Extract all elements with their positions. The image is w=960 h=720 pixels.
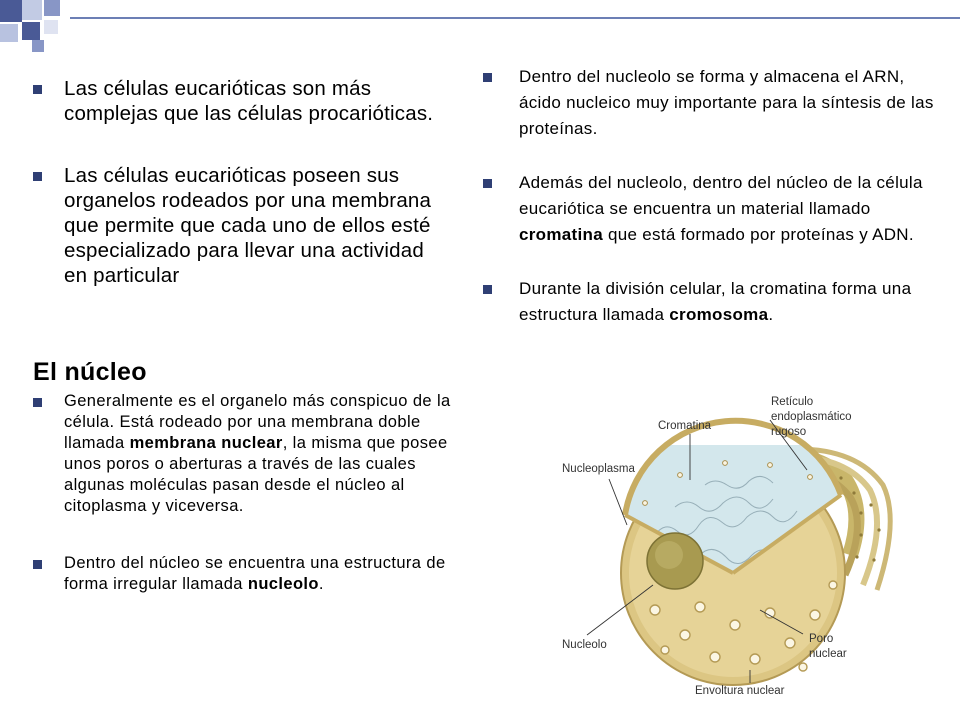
intro-bullet-list xyxy=(33,76,453,288)
bullet-square-icon xyxy=(483,73,492,82)
nucleolus-bullet-list xyxy=(483,64,943,328)
label-reticulo: endoplasmático xyxy=(771,411,852,423)
bullet-text: Dentro del nucleolo se forma y almacena el ARN, ácido nucleico muy importante para la síntesis de las proteínas. xyxy=(519,67,934,138)
label-reticulo: Retículo xyxy=(771,396,814,408)
bullet-text: que está formado por proteínas y ADN. xyxy=(602,225,914,244)
bullet-text: Durante la división celular, la cromatina forma una estructura llamada xyxy=(519,279,912,324)
label-nucleoplasma: Nucleoplasma xyxy=(562,463,635,475)
bullet-item xyxy=(483,170,943,248)
bullet-item xyxy=(33,553,463,595)
label-envoltura-nuclear: Envoltura nuclear xyxy=(695,685,785,697)
bullet-bold-term: membrana nuclear xyxy=(129,434,283,452)
label-nucleolo: Nucleolo xyxy=(562,639,607,651)
bullet-bold-term: cromatina xyxy=(519,225,603,244)
bullet-square-icon xyxy=(483,179,492,188)
decor-square xyxy=(32,40,44,52)
decor-rule xyxy=(70,17,960,19)
label-reticulo: rugoso xyxy=(771,426,807,438)
label-poro-nuclear: nuclear xyxy=(809,648,847,660)
bullet-item xyxy=(483,64,943,142)
bullet-text: Las células eucarióticas son más complejas que las células procarióticas. xyxy=(64,77,434,125)
bullet-square-icon xyxy=(33,560,42,569)
label-cromatina: Cromatina xyxy=(658,420,712,432)
bullet-bold-term: cromosoma xyxy=(669,305,769,324)
bullet-square-icon xyxy=(33,172,42,181)
bullet-text: . xyxy=(318,575,324,593)
decor-square xyxy=(44,0,60,16)
bullet-square-icon xyxy=(483,285,492,294)
bullet-text: , la misma que posee unos poros o aberturas a través de las cuales algunas moléculas pasan desde el núcleo al citoplasma y viceversa. xyxy=(64,434,448,515)
bullet-square-icon xyxy=(33,398,42,407)
bullet-text: Generalmente es el organelo más conspicuo de la célula. Está rodeado por una membrana doble llamada xyxy=(64,392,451,452)
decor-square xyxy=(44,20,58,34)
bullet-item xyxy=(33,163,453,288)
bullet-text: Dentro del núcleo se encuentra una estructura de forma irregular llamada xyxy=(64,554,446,593)
bullet-text: . xyxy=(768,305,774,324)
decor-square xyxy=(0,24,18,42)
bullet-item xyxy=(33,391,463,517)
bullet-item xyxy=(33,76,453,126)
nucleus-diagram xyxy=(545,385,950,700)
bullet-text: Además del nucleolo, dentro del núcleo de la célula eucariótica se encuentra un material llamado xyxy=(519,173,923,218)
decor-square xyxy=(22,22,40,40)
section-title: El núcleo xyxy=(33,358,147,386)
bullet-item xyxy=(483,276,943,328)
decor-square xyxy=(22,0,42,20)
decor-square xyxy=(0,0,22,22)
bullet-square-icon xyxy=(33,85,42,94)
bullet-text: Las células eucarióticas poseen sus organelos rodeados por una membrana que permite que cada uno de ellos esté especializado para llevar una actividad en particular xyxy=(64,164,432,287)
nucleolus-illustration xyxy=(647,533,703,589)
bullet-bold-term: nucleolo xyxy=(247,575,319,593)
label-poro-nuclear: Poro xyxy=(809,633,834,645)
nucleus-bullet-list xyxy=(33,391,463,595)
